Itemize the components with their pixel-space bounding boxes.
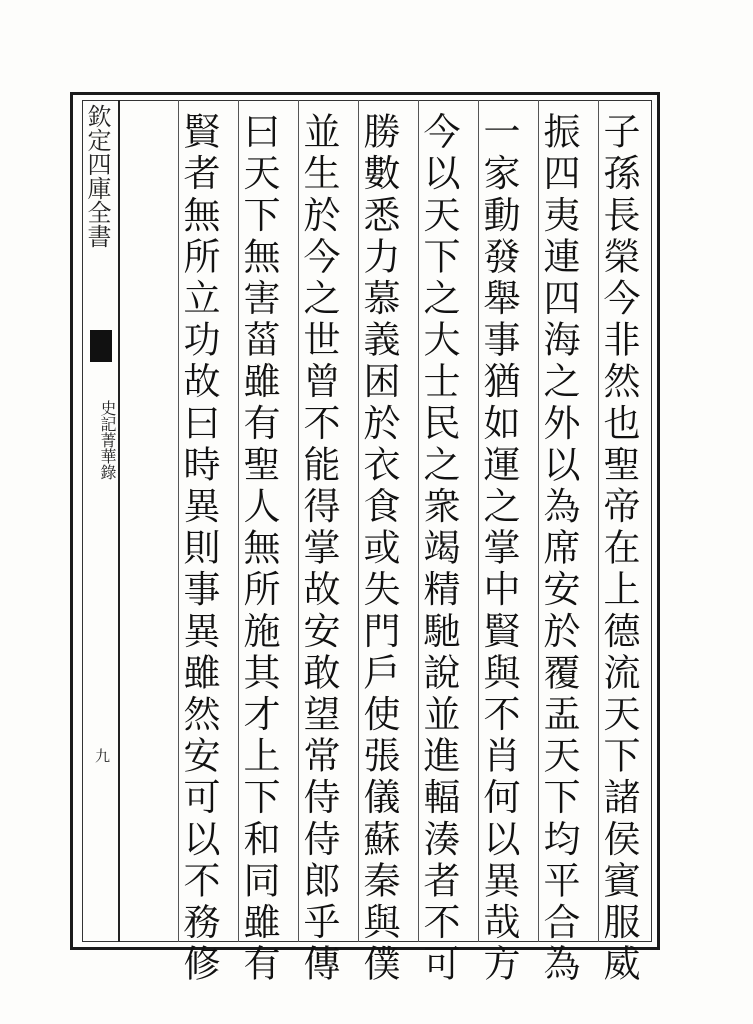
- text-column-1: 子孫長榮今非然也聖帝在上德流天下諸侯賓服威: [597, 112, 640, 986]
- text-column-5: 勝數悉力慕義困於衣食或失門戶使張儀蘇秦與僕: [357, 112, 400, 986]
- margin-title: 欽定四庫全書: [83, 104, 111, 248]
- text-column-3: 一家動發舉事猶如運之掌中賢與不肖何以異哉方: [477, 112, 520, 986]
- text-column-6: 並生於今之世曾不能得掌故安敢望常侍侍郎乎傳: [297, 112, 340, 986]
- text-column-7: 曰天下無害菑雖有聖人無所施其才上下和同雖有: [237, 112, 280, 986]
- text-column-8: 賢者無所立功故曰時異則事異雖然安可以不務修: [177, 112, 220, 986]
- fishtail-line: [90, 360, 112, 362]
- text-column-2: 振四夷連四海之外以為席安於覆盂天下均平合為: [537, 112, 580, 986]
- margin-page-number: 九: [93, 748, 111, 763]
- text-column-4: 今以天下之大士民之衆竭精馳說並進輻湊者不可: [417, 112, 460, 986]
- margin-subtitle: 史記菁華錄: [98, 400, 117, 480]
- fishtail-mark-icon: [90, 330, 112, 360]
